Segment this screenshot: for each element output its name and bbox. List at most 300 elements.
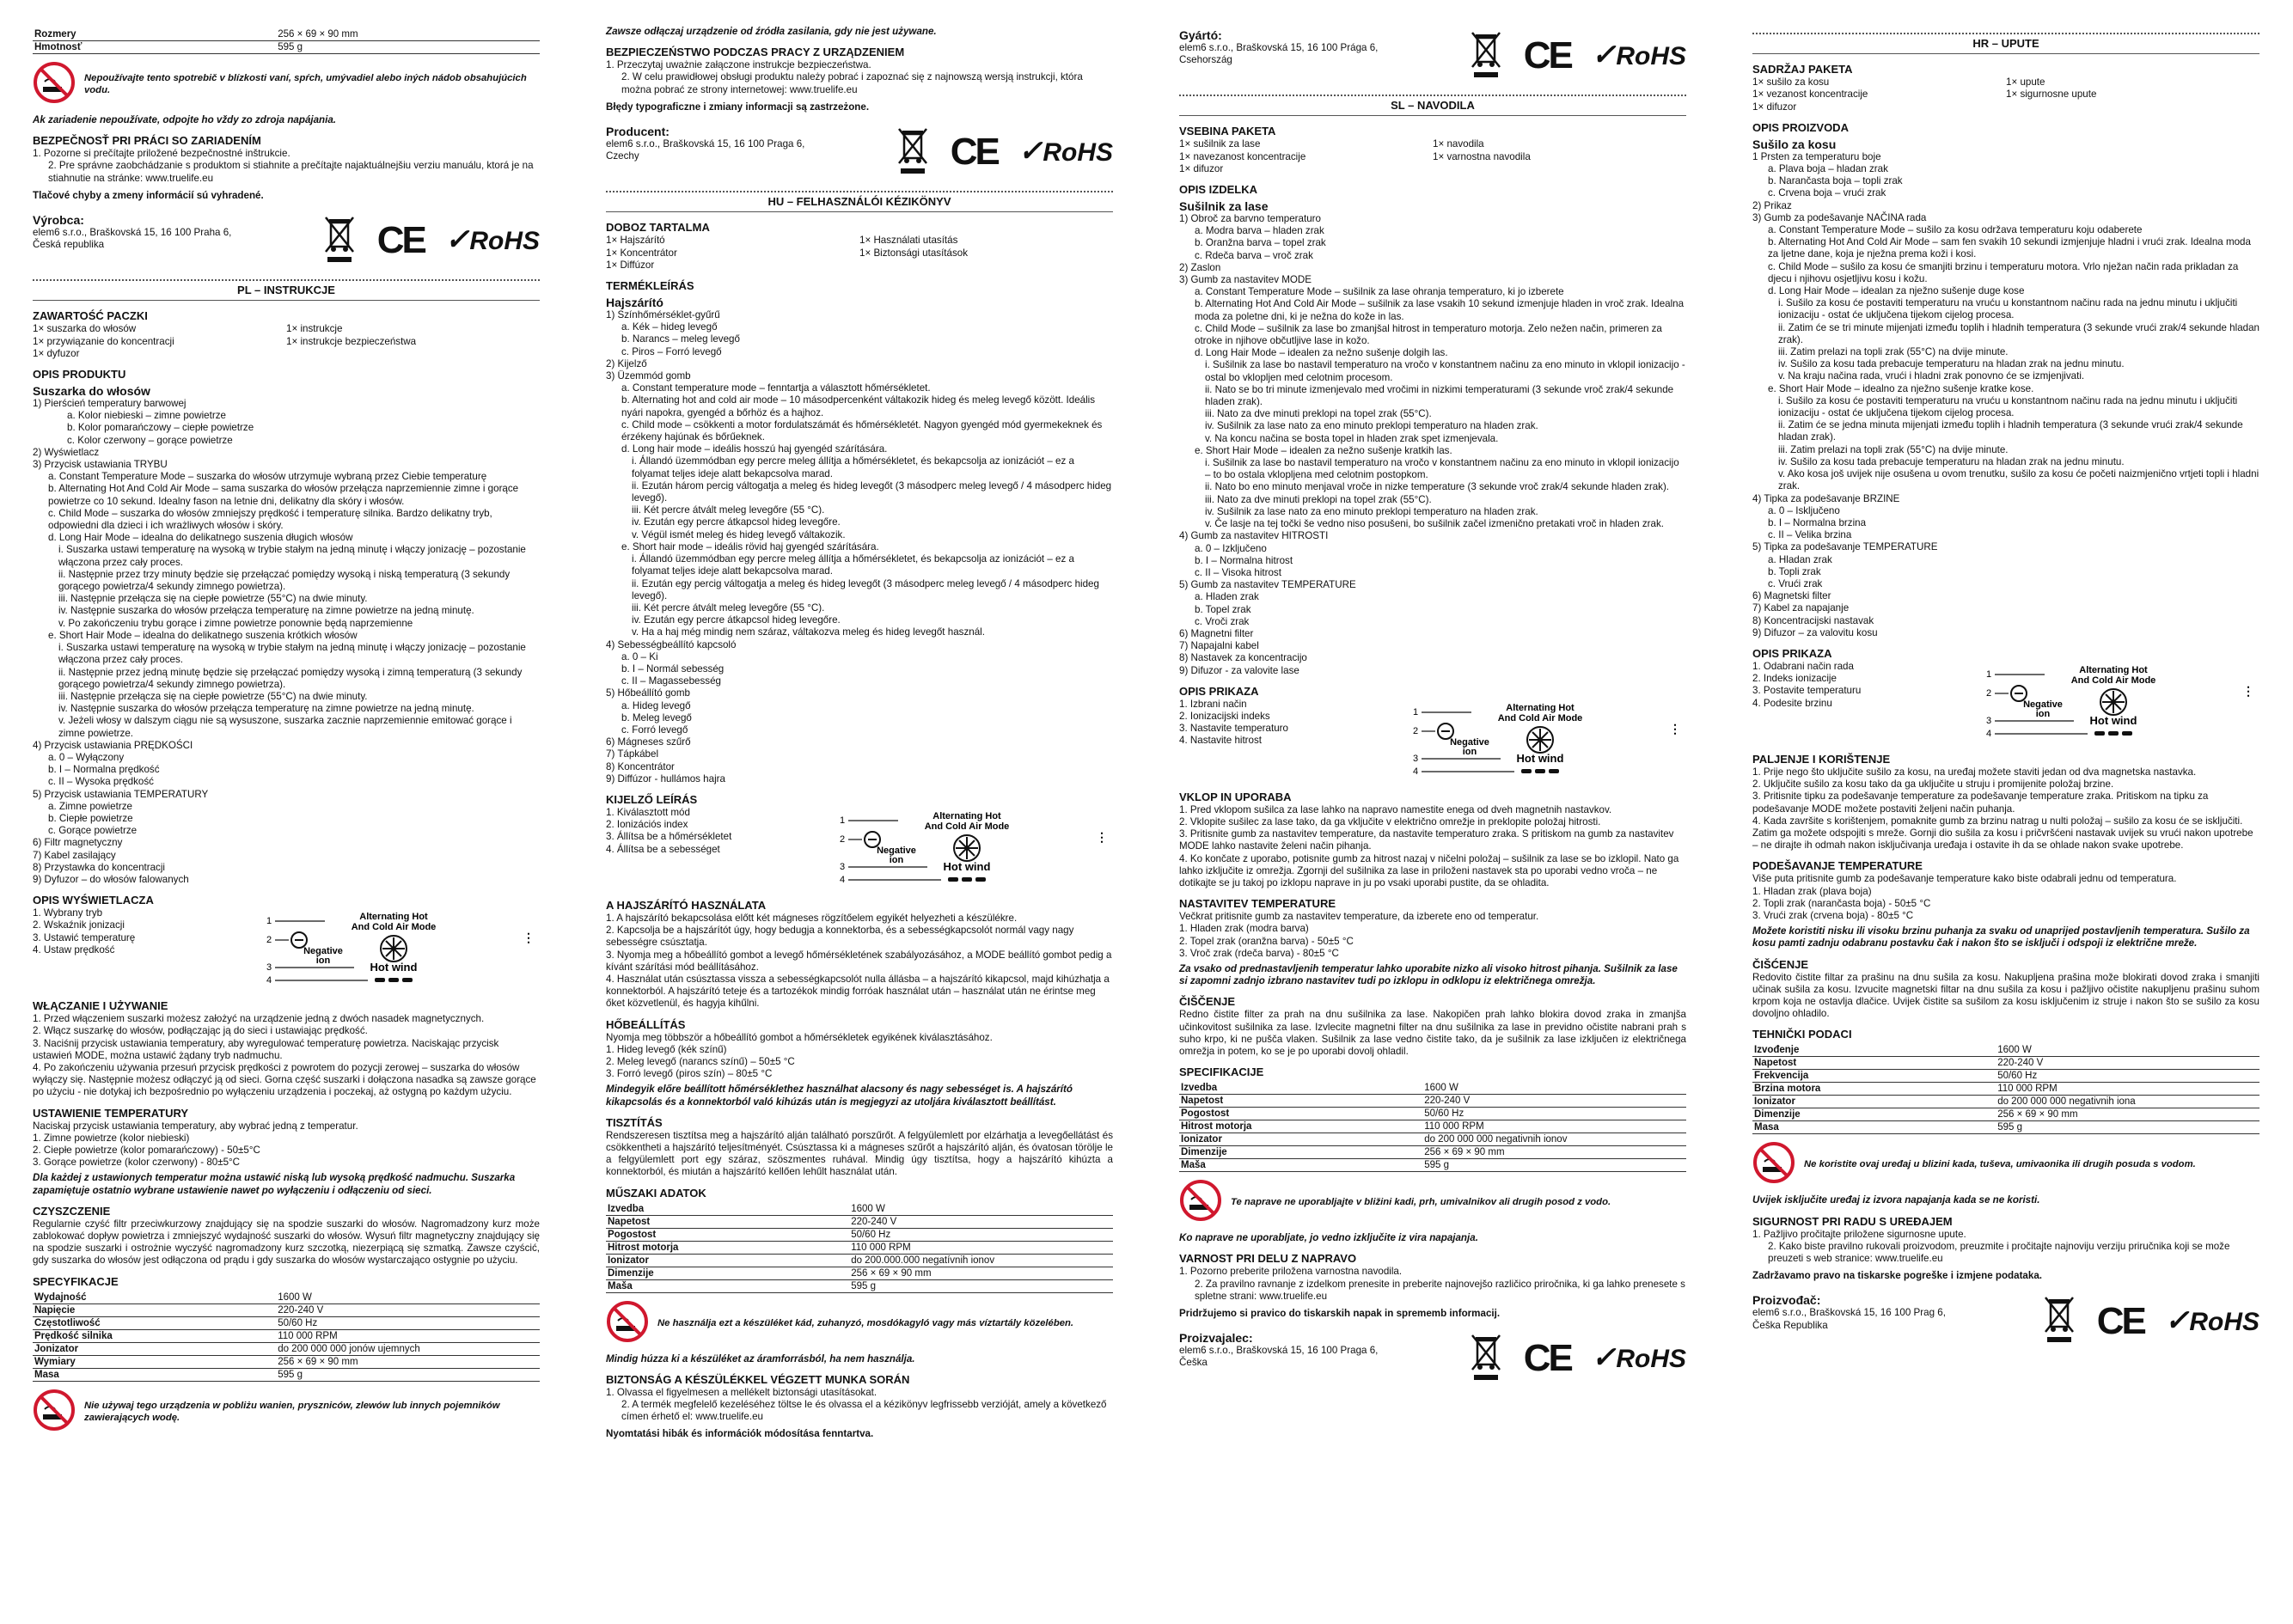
spec-row [1752,1121,2259,1134]
manufacturer-address: elem6 s.r.o., Braškovská 15, 16 100 Praga 6, [1179,1345,1379,1357]
spec-row [33,1342,540,1355]
spec-key: Napetost [606,1215,849,1228]
list-item: 2. Włącz suszarkę do włosów, podłączając ją do sieci i ustawiając prędkość. [33,1025,368,1037]
temp-intro: Večkrat pritisnite gumb za nastavitev temperature, da izberete eno od temperatur. [1179,911,1539,923]
description-item: a. 0 – Izključeno [1195,542,1267,554]
description-item: 1) Színhőmérséklet-gyűrű [606,309,720,321]
section-heading: SIGURNOST PRI RADU S UREĐAJEM [1752,1214,1953,1228]
use-list [33,1013,540,1098]
rohs-mark: ✓RoHS [1591,1341,1686,1375]
display-item: 3. Állítsa be a hőmérsékletet [606,831,732,843]
description-item: a. Plava boja – hladan zrak [1768,163,1888,175]
manufacturer-block [1752,1291,2259,1347]
description-item: 5) Tipka za podešavanje TEMPERATURE [1752,541,1938,553]
temp-intro: Nyomja meg többször a hőbeállító gombot a hőmérsékletek egyikének kiválasztásához. [606,1031,993,1043]
section-heading: SPECIFIKACIJE [1179,1065,1264,1079]
description-list [33,398,540,886]
spec-key: Izvedba [606,1203,849,1216]
spec-value: do 200 000 000 negativnih ionov [1422,1133,1686,1146]
description-item: a. Constant Temperature Mode – sušilnik za lase ohranja temperaturo, ki jo izberete [1195,286,1564,298]
spec-value: 50/60 Hz [276,1316,540,1329]
description-item: 4) Gumb za nastavitev HITROSTI [1179,530,1329,542]
use-list [606,913,1113,1010]
list-item: 1. Hladan zrak (plava boja) [1752,885,1872,897]
package-item: 1× navodila [1433,138,1484,150]
diagram-number: 4 [266,975,272,986]
section-heading: NASTAVITEV TEMPERATURE [1179,897,1336,911]
description-item: b. Alternating hot and cold air mode – 10 másodpercenként váltakozik hideg és meleg levegő között. Ideális nyári napokra, gyengéd a bőrhöz és a hajhoz. [621,394,1096,418]
description-item: i. Sušilo za kosu će postaviti temperaturu na vruću u konstantnom načinu rada na jednu minutu i uključiti ionizaciju - ostat će uključena tijekom cijelog procesa. [1778,394,2238,419]
crossed-bin-icon [1469,1332,1503,1385]
spec-row [33,1355,540,1368]
description-item: a. Hideg levegő [621,699,691,711]
manufacturer-heading: Producent: [606,125,670,139]
cleaning-text: Redno čistite filter za prah na dnu sušilnika za lase. Nakopičen prah lahko blokira dovod zraka in zmanjša učinkovitost sušilnika za lase. Izvlecite magnetni filter na dnu sušilnika za lase in previdno očistite nabrani prah s suho krpo, ki ne pušča vlaken. Sušilnik za lase vedno čistite tako, da je sušilnik za lase izključen iz električnega omrežja in potem, ko se je po uporabi dovolj ohladil. [1179,1009,1686,1057]
spec-row [1179,1108,1686,1120]
description-item: iv. Sušilnik za lase nato za eno minuto preklopi temperaturo na hladen zrak. [1205,420,1538,432]
description-item: i. Sušilo za kosu će postaviti temperaturu na vruću u konstantnom načinu rada na jednu minutu i uključiti ionizaciju - ostat će uključena tijekom cijelog procesa. [1778,297,2238,321]
description-item: iv. Sušilo za kosu tada prebacuje temperaturu na hladan zrak na jednu minutu. [1778,358,2125,370]
safety-item: 2. W celu prawidłowej obsługi produktu należy pobrać i zapoznać się z najnowszą wersją instrukcji, która można pobrać ze strony internetowej: www.truelife.eu [621,71,1083,95]
dots-icon: ⋮ [2242,683,2254,698]
diagram-label: And Cold Air Mode [2070,675,2156,686]
description-item: iv. Ezután egy percre átkapcsol hideg levegőre. [632,516,841,528]
section-heading: TISZTÍTÁS [606,1115,663,1129]
description-item: b. Alternating Hot And Cold Air Mode – sama suszarka do włosów przełącza naprzemiennie zimne i gorące powietrze co 10 sekund. Idealny fason na letnie dni, delikatny dla skóry i włosów. [48,483,519,507]
diagram-label: Negative [1450,736,1489,748]
description-item: i. Sušilnik za lase bo nastavil temperaturo na vročo v konstantnem načinu za eno minuto in vklopil ionizacijo - ostal bo vklopljen med celotnim procesom. [1205,359,1685,383]
spec-key: Brzina motora [1752,1083,1996,1096]
display-block [606,807,1113,891]
manufacturer-heading: Proizvajalec: [1179,1331,1253,1346]
description-item: 8) Nastavek za koncentracijo [1179,652,1307,664]
description-item: c. II – Velika brzina [1768,529,1852,541]
package-item: 1× przywiązanie do koncentracji [33,335,174,347]
package-item: 1× sušilnik za lase [1179,138,1261,150]
water-warning: Ne használja ezt a készüléket kád, zuhanyzó, mosdókagyló vagy más víztartály közelében. [606,1300,1113,1346]
spec-value: 110 000 RPM [849,1241,1113,1254]
description-item: 2) Zaslon [1179,261,1221,273]
package-item: 1× suszarka do włosów [33,323,137,335]
package-list [1752,76,2259,113]
description-item: b. Meleg levegő [621,711,692,723]
diagram-number: 2 [1986,687,1992,699]
section-heading: ČIŠĆENJE [1752,957,1809,971]
description-item: a. 0 – Ki [621,650,658,662]
ce-mark: CE [1523,1337,1571,1380]
description-item: v. Na koncu načina se bosta topel in hladen zrak spet izmenjevala. [1205,432,1499,444]
certification-marks [1469,29,1686,82]
description-item: b. Narančasta boja – topli zrak [1768,175,1903,187]
spec-value: 595 g [276,1368,540,1381]
description-item: iii. Nato za dve minuti preklopi na topel zrak (55°C). [1205,493,1432,505]
display-item: 1. Odabrani način rada [1752,660,1854,672]
temp-note: Za vsako od prednastavljenih temperatur lahko uporabite nizko ali visoko hitrost pihanja. Sušilnik za lase si zapomni zadnjo izbrano nastavitev tudi po izklopu in odklopu iz električnega omrežja. [1179,962,1678,987]
diagram-number: 1 [1986,669,1992,680]
display-item: 2. Wskaźnik jonizacji [33,919,125,931]
typo-note: Pridržujemo si pravico do tiskarskih napak in sprememb informacij. [1179,1308,1501,1319]
display-item: 4. Podesite brzinu [1752,697,1832,709]
manufacturer-country: Česká republika [33,239,105,251]
spec-row [1179,1082,1686,1095]
list-item: 2. Topel zrak (oranžna barva) - 50±5 °C [1179,935,1354,947]
section-heading: PODEŠAVANJE TEMPERATURE [1752,859,1923,873]
description-item: iii. Następnie przełącza się na ciepłe powietrze (55°C) na dwie minuty. [58,593,368,605]
description-item: iv. Następnie suszarka do włosów przełącza temperaturę na zimne powietrze na jedną minutę. [58,703,474,715]
safety-item: 2. Pre správne zaobchádzanie s produktom si stiahnite a prečítajte najaktuálnejšiu verziu manuálu, ktorá je na stiahnutie na stránke: www.truelife.eu [48,160,534,184]
description-item: 4) Sebességbeállító kapcsoló [606,638,737,650]
spec-value: 1600 W [1422,1082,1686,1095]
description-item: 7) Napajalni kabel [1179,640,1259,652]
description-item: ii. Następnie przez jedną minutę będzie się przełączać pomiędzy wysoką i zimną temperaturą (3 sekundy gorącego powietrza/4 sekundy zimnego powietrza). [58,666,523,690]
description-item: iii. Zatim prelazi na topli zrak (55°C) na dvije minute. [1778,346,2009,358]
diagram-number: 3 [266,962,272,974]
column-2 [606,26,1113,1446]
manufacturer-block [606,122,1113,179]
diagram-number: 4 [1413,766,1419,776]
description-item: c. Forró levegő [621,723,688,736]
package-item: 1× upute [2006,76,2045,89]
spec-row [606,1279,1113,1292]
spec-key: Izvođenje [1752,1044,1996,1057]
description-item: iv. Następnie suszarka do włosów przełącza temperaturę na zimne powietrze na jedną minutę. [58,605,474,617]
spec-value: 220-240 V [1422,1095,1686,1108]
spec-row [1752,1070,2259,1083]
spec-value: 50/60 Hz [1996,1070,2259,1083]
description-item: 8) Przystawka do koncentracji [33,861,166,873]
list-item: 4. Po zakończeniu używania przesuń przycisk prędkości z powrotem do pozycji zerowej – suszarka do włosów wyłączy się. Następnie możesz odłączyć ją od sieci. Gorna część suszarki i dołączona nasadka są zawsze gorące po użyciu - nie dotykaj ich bezpośrednio po wyłączeniu urządzenia i poczekaj, aż ostygną po każdym użyciu. [33,1061,536,1098]
column-3 [1179,26,1686,1385]
diagram-label: ion [1462,746,1477,757]
diagram-label: ion [889,854,904,865]
section-heading: KIJELZŐ LEÍRÁS [606,792,698,806]
package-item: 1× vezanost koncentracije [1752,89,1868,101]
no-water-icon [1179,1179,1222,1225]
list-item: 2. Uključite sušilo za kosu tako da ga uključite u struju i promijenite položaj brzine. [1752,778,2114,791]
display-item: 4. Ustaw prędkość [33,943,115,955]
manufacturer-heading: Proizvođač: [1752,1293,1821,1308]
description-item: 9) Diffúzor - hullámos hajra [606,772,725,785]
list-item: 2. Ciepłe powietrze (kolor pomarańczowy) - 50±5°C [33,1144,260,1156]
rohs-mark: ✓RoHS [444,223,540,257]
no-water-icon [33,1389,76,1435]
description-item: 9) Dyfuzor – do włosów falowanych [33,873,189,885]
list-item: 4. Kada završite s korištenjem, pomaknite gumb za brzinu natrag u nulti položaj – sušilo za kosu će se isključiti. Zatim ga možete odspojiti s mreže. Gornji dio sušila za kosu i pričvršćeni nastavak uvijek su vrući nakon upotrebe – ne dirajte ih odmah nakon isključivanja uređaja i ostavite ih da se ohlade nakon svake upotrebe. [1752,815,2253,852]
description-item: c. Child Mode – sušilo za kosu će smanjiti brzinu i temperaturu motora. Vrlo nježan način rada prikladan za djecu i njihovu osjetljivu kosu i kožu. [1768,260,2239,284]
section-heading: VKLOP IN UPORABA [1179,790,1292,803]
section-heading: USTAWIENIE TEMPERATURY [33,1106,189,1120]
spec-row [33,1368,540,1381]
section-heading: HŐBEÁLLÍTÁS [606,1017,686,1031]
spec-table [33,1291,540,1382]
display-item: 1. Izbrani način [1179,698,1247,710]
package-item: 1× instrukcje bezpieczeństwa [286,335,417,347]
list-item: 2. Meleg levegő (narancs színű) – 50±5 °C [606,1055,795,1067]
ce-mark: CE [950,131,998,174]
temp-note: Možete koristiti nisku ili visoku brzinu puhanja za svaku od unaprijed postavljenih temperatura. Sušilo za kosu pamti zadnju odabranu postavku čak i nakon što se isključi i odspoji iz električne mreže. [1752,925,2250,949]
section-heading: BIZTONSÁG A KÉSZÜLÉKKEL VÉGZETT MUNKA SORÁN [606,1372,910,1386]
diagram-label: Hot wind [370,961,418,974]
certification-marks [1469,1332,1686,1385]
manufacturer-address: elem6 s.r.o., Braškovská 15, 16 100 Praha 6, [33,227,232,239]
description-item: b. Alternating Hot And Cold Air Mode – sušilnik za lase vsakih 10 sekund izmenjuje hladen in vroč zrak. Idealna moda za poletne dni, ki je nežna do kože in las. [1195,298,1685,322]
description-item: c. Gorące powietrze [48,825,138,837]
section-heading: OPIS PRODUKTU [33,368,126,382]
language-banner: HR – UPUTE [1752,33,2259,54]
spec-key: Wydajność [33,1291,276,1304]
description-list [606,309,1113,785]
list-item: 3. Vrući zrak (crvena boja) - 80±5 °C [1752,909,1914,921]
unplug-note: Mindig húzza ki a készüléket az áramforrásból, ha nem használja. [606,1352,915,1365]
ce-mark: CE [1523,34,1571,77]
list-item: 2. Vklopite sušilec za lase tako, da ga vključite v električno omrežje in preklopite položaj hitrosti. [1179,815,1601,827]
package-item: 1× dyfuzor [33,347,80,359]
spec-key: Maša [606,1279,849,1292]
spec-value: 220-240 V [1996,1057,2259,1070]
description-item: 6) Magnetni filter [1179,627,1254,639]
section-heading: OPIS PRIKAZA [1752,646,1832,660]
unplug-note: Uvijek isključite uređaj iz izvora napajanja kada se ne koristi. [1752,1194,2040,1206]
description-item: i. Suszarka ustawi temperaturę na wysoką w trybie stałym na jedną minutę i włączy jonizację – pozostanie włączona przez cały proces. [58,544,526,568]
spec-value: 110 000 RPM [1996,1083,2259,1096]
section-heading: ČIŠČENJE [1179,995,1236,1009]
temp-list [606,1044,1113,1081]
spec-key: Frekvencija [1752,1070,1996,1083]
typo-note: Błędy typograficzne i zmiany informacji są zastrzeżone. [606,101,870,113]
description-item: 8) Koncentracijski nastavak [1752,614,1874,626]
spec-row [1179,1095,1686,1108]
display-item: 3. Nastavite temperaturo [1179,723,1288,735]
list-item: 3. Pritisnite tipku za podešavanje temperature za podešavanje temperature zraka. Pritiskom na tipku za podešavanje MODE možete postaviti željeni način puhanja. [1752,791,2209,815]
temp-list [1179,923,1686,960]
description-item: 4) Tipka za podešavanje BRZINE [1752,492,1900,504]
description-item: ii. Następnie przez trzy minuty będzie się przełączać pomiędzy wysoką i niską temperaturą (3 sekundy gorącego powietrza/4 sekundy zimnego powietrza). [58,568,511,593]
section-heading: TERMÉKLEÍRÁS [606,279,694,293]
certification-marks [2042,1294,2259,1347]
description-item: 6) Mágneses szűrő [606,736,691,748]
diagram-label: Hot wind [943,859,991,873]
description-item: 5) Przycisk ustawiania TEMPERATURY [33,788,209,800]
diagram-label: Negative [877,845,916,856]
spec-value: 220-240 V [849,1215,1113,1228]
spec-value: 256 × 69 × 90 mm [276,1355,540,1368]
spec-row [1752,1108,2259,1121]
diagram-number: 2 [1413,725,1419,736]
description-item: b. Kolor pomarańczowy – ciepłe powietrze [67,422,254,434]
display-diagram [1984,664,2259,738]
sub-heading: Hajszárító [606,296,663,310]
list-item: 3. Nyomja meg a hőbeállító gombot a levegő hőmérsékletének szabályozásához, a MODE beállító gombot pedig a kívánt szárítási mód beállításához. [606,949,1112,973]
description-item: iv. Ezután egy percre átkapcsol hideg levegőre. [632,614,841,626]
spec-row [1179,1159,1686,1172]
diagram-label: Alternating Hot [932,810,1001,821]
temp-list [1752,886,2259,923]
spec-row [1752,1044,2259,1057]
water-warning: Nie używaj tego urządzenia w pobliżu wanien, pryszniców, zlewów lub innych pojemników zawierających wodę. [33,1389,540,1435]
diagram-number: 3 [1413,753,1419,764]
use-list [1752,766,2259,852]
list-item: 2. Kapcsolja be a hajszárítót úgy, hogy bedugja a konnektorba, és a sebességkapcsolót normál vagy nagy sebességre csúsztatja. [606,925,1074,949]
package-item: 1× Használati utasítás [859,235,958,247]
spec-key: Napięcie [33,1303,276,1316]
description-list [1179,213,1686,677]
safety-item: 1. Olvassa el figyelmesen a mellékelt biztonsági utasításokat. [606,1386,877,1398]
section-heading: BEZPEČNOSŤ PRI PRÁCI SO ZARIADENÍM [33,134,261,148]
spec-key: Izvedba [1179,1082,1422,1095]
spec-key: Częstotliwość [33,1316,276,1329]
diagram-label: Negative [303,946,343,957]
section-heading: VSEBINA PAKETA [1179,125,1276,138]
diagram-label: Alternating Hot [359,912,428,923]
crossed-bin-icon [2042,1294,2076,1347]
spec-row [1179,1120,1686,1133]
description-item: c. Child Mode – sušilnik za lase bo zmanjšal hitrost in temperaturo motorja. Zelo nežen način, primeren za otroke in njihove občutljive lase in kožo. [1195,322,1662,347]
spec-row [606,1215,1113,1228]
description-item: ii. Ezután három percig váltogatja a meleg és hideg levegőt (3 másodperc meleg levegő / 4 másodperc hideg levegő). [632,479,1112,504]
display-block [1752,661,2259,745]
description-item: i. Állandó üzemmódban egy percre meleg állítja a hőmérsékletet, és bekapcsolja az ionizációt – ez a folyamat teljes ideje alatt bekapcsolva marad. [632,455,1074,479]
unplug-note: Ak zariadenie nepoužívate, odpojte ho vždy zo zdroja napájania. [33,114,337,125]
section-heading: WŁĄCZANIE I UŻYWANIE [33,999,168,1013]
diagram-number: 4 [840,874,846,884]
language-banner: PL – INSTRUKCJE [33,279,540,301]
description-item: b. Topel zrak [1195,603,1251,615]
description-item: c. Child mode – csökkenti a motor fordulatszámát és hőmérsékletét. Nagyon gyengéd mód gyermekeknek és érzékeny hajúnak és bőrűeknek. [621,418,1103,443]
section-heading: ZAWARTOŚĆ PACZKI [33,309,148,323]
temp-note: Dla każdej z ustawionych temperatur można ustawić niską lub wysoką prędkość nadmuchu. Suszarka zapamiętuje ostatnio wybrane ustawienie nawet po wyłączeniu i odłączeniu od sieci. [33,1172,516,1196]
spec-row [33,1291,540,1304]
description-item: e. Short Hair Mode – idealen za nežno sušenje kratkih las. [1195,444,1452,456]
spec-value: 595 g [1422,1159,1686,1172]
spec-key: Pogostost [1179,1108,1422,1120]
package-item: 1× sigurnosne upute [2006,89,2097,101]
spec-table [1752,1044,2259,1134]
certification-marks [322,214,540,267]
spec-row [1179,1133,1686,1146]
safety-item: 1. Pozorne si prečítajte priložené bezpečnostné inštrukcie. [33,148,290,160]
list-item: 3. Forró levegő (piros szín) – 80±5 °C [606,1068,773,1080]
spec-row [33,1316,540,1329]
spec-key: Napetost [1179,1095,1422,1108]
description-item: 4) Przycisk ustawiania PRĘDKOŚCI [33,739,193,751]
package-item: 1× Hajszárító [606,235,665,247]
safety-item: 1. Przeczytaj uważnie załączone instrukcje bezpieczeństwa. [606,59,871,71]
package-item: 1× Koncentrátor [606,247,677,259]
spec-row [1179,1146,1686,1159]
spec-row [606,1267,1113,1279]
water-warning: Ne koristite ovaj uređaj u blizini kada, tuševa, umivaonika ili drugih posuda s vodom. [1752,1141,2259,1187]
description-item: e. Short Hair Mode – idealna do delikatnego suszenia krótkich włosów [48,629,358,641]
description-item: 3) Üzemmód gomb [606,370,691,382]
spec-key: Masa [1752,1121,1996,1134]
diagram-label: Hot wind [2089,713,2137,727]
diagram-label: Alternating Hot [2079,664,2148,675]
diagram-number: 1 [1413,706,1419,717]
safety-item: 2. Za pravilno ravnanje z izdelkom prenesite in preberite najnovejšo različico priročnika, ki ga lahko prenesete s spletne strani: www.truelife.eu [1195,1278,1685,1302]
use-list [1179,804,1686,889]
spec-value: 1600 W [849,1203,1113,1216]
package-item: 1× navezanost koncentracije [1179,150,1306,162]
list-item: 3. Gorące powietrze (kolor czerwony) - 80±5°C [33,1157,241,1169]
spec-table [606,1203,1113,1293]
description-item: a. Zimne powietrze [48,800,132,812]
spec-value: 1600 W [276,1291,540,1304]
spec-key: Dimenzije [606,1267,849,1279]
description-item: v. Végül ismét meleg és hideg levegő váltakozik. [632,528,846,540]
manufacturer-country: Czechy [606,150,639,162]
description-item: e. Short hair mode – ideális rövid haj gyengéd szárítására. [621,540,879,553]
description-item: b. I – Normalna hitrost [1195,554,1293,566]
package-item: 1× Biztonsági utasítások [859,247,968,259]
water-warning: Te naprave ne uporabljajte v bližini kadi, prh, umivalnikov ali drugih posod z vodo. [1179,1179,1686,1225]
no-water-icon [606,1300,649,1346]
spec-row [606,1254,1113,1267]
certification-marks [896,125,1113,179]
diagram-label: Hot wind [1516,751,1564,765]
description-item: c. Piros – Forró levegő [621,345,722,357]
safety-item: 2. A termék megfelelő kezeléséhez töltse le és olvassa el a kézikönyv legfrissebb verzióját, amely a következő címen érhető el: www.truelife.eu [621,1399,1107,1423]
description-item: a. Constant Temperature Mode – suszarka do włosów utrzymuje wybraną przez Ciebie temperaturę [48,471,487,483]
display-block [1179,699,1686,783]
package-item: 1× instrukcje [286,323,343,335]
dots-icon: ⋮ [1669,721,1681,736]
temp-intro: Više puta pritisnite gumb za podešavanje temperature kako biste odabrali jednu od temperatura. [1752,873,2177,885]
description-item: c. II – Wysoka prędkość [48,776,154,788]
description-item: a. Constant Temperature Mode – sušilo za kosu održava temperaturu koju odaberete [1768,224,2143,236]
description-item: v. Ako kosa još uvijek nije osušena u ovom trenutku, sušilo za kosu će početi naizmjenično vrtjeti topli i hladni zrak. [1778,468,2259,492]
description-item: 5) Gumb za nastavitev TEMPERATURE [1179,579,1356,591]
spec-key: Dimenzije [1179,1146,1422,1159]
spec-value: 50/60 Hz [849,1228,1113,1241]
spec-row [1752,1057,2259,1070]
rohs-mark: ✓RoHS [2164,1303,2259,1337]
description-item: 7) Tápkábel [606,748,659,760]
spec-table-top: Rozmery 256 × 69 × 90 mm Hmotnosť 595 g [33,28,540,54]
description-item: v. Ha a haj még mindig nem száraz, váltakozva meleg és hideg levegőt használ. [632,626,985,638]
spec-row [606,1203,1113,1216]
description-item: iii. Zatim prelazi na topli zrak (55°C) na dvije minute. [1778,443,2009,455]
package-list [33,323,540,360]
description-item: c. Vroči zrak [1195,615,1250,627]
package-item: 1× Diffúzor [606,259,655,271]
manufacturer-address: elem6 s.r.o., Braškovská 15, 16 100 Prága 6, [1179,42,1379,53]
list-item: 3. Pritisnite gumb za nastavitev temperature, da nastavite temperaturo zraka. S pritiskom na gumb za nastavitev MODE lahko nastavite želeni način pihanja. [1179,828,1674,852]
spec-row [33,1303,540,1316]
description-item: 7) Kabel za napajanje [1752,602,1850,614]
section-heading: SADRŽAJ PAKETA [1752,63,1853,76]
display-block [33,907,540,992]
description-item: c. II – Visoka hitrost [1195,566,1281,578]
section-heading: OPIS PROIZVODA [1752,120,1849,134]
description-item: a. Constant temperature mode – fenntartja a választott hőmérsékletet. [621,382,931,394]
description-item: b. I – Normalna prędkość [48,764,160,776]
display-item: 2. Ionizacijski indeks [1179,710,1270,722]
diagram-label: And Cold Air Mode [1497,712,1583,723]
unplug-note: Ko naprave ne uporabljate, jo vedno izključite iz vira napajanja. [1179,1232,1478,1244]
description-item: 2) Prikaz [1752,199,1792,211]
description-item: c. II – Magassebesség [621,675,721,687]
section-heading: BEZPIECZEŃSTWO PODCZAS PRACY Z URZĄDZENIEM [606,46,905,59]
package-list [1179,138,1686,175]
description-item: 6) Magnetski filter [1752,590,1831,602]
description-item: c. Crvena boja – vrući zrak [1768,187,1886,199]
spec-value: 256 × 69 × 90 mm [1422,1146,1686,1159]
display-item: 3. Ustawić temperaturę [33,931,136,943]
description-item: iv. Sušilnik za lase nato za eno minuto preklopi temperaturo na hladen zrak. [1205,505,1538,517]
section-heading: SPECYFIKACJE [33,1274,119,1288]
display-item: 3. Postavite temperaturu [1752,685,1862,697]
section-heading: OPIS IZDELKA [1179,183,1258,197]
